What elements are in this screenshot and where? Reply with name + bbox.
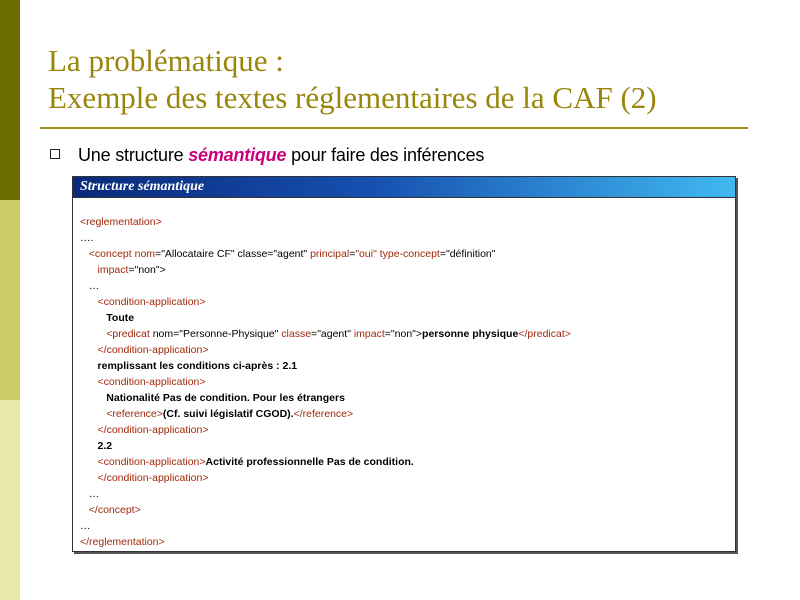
code-line: Toute: [106, 312, 135, 324]
code-line: remplissant les conditions ci-après : 2.1: [97, 360, 298, 372]
code-line: </condition-application>: [97, 424, 209, 436]
side-bar-light: [0, 400, 20, 600]
code-line: <predicat nom="Personne-Physique" classe="agent" impact="non">personne physique</predicat>: [106, 328, 571, 340]
bullet-text: [78, 145, 484, 166]
slide-title: [48, 42, 657, 116]
bullet-text-before: Une structure: [78, 145, 189, 165]
code-line: <reglementation>: [80, 216, 162, 228]
semantic-structure-panel: [72, 176, 736, 552]
code-line: …: [88, 488, 100, 500]
code-line: <reference>(Cf. suivi législatif CGOD).</reference>: [106, 408, 354, 420]
xml-code-block: [73, 198, 735, 550]
bullet-text-after: pour faire des inférences: [286, 145, 485, 165]
bullet-square-icon: [50, 149, 60, 159]
code-line: <condition-application>: [97, 296, 206, 308]
code-line: </condition-application>: [97, 472, 209, 484]
code-line: </condition-application>: [97, 344, 209, 356]
title-underline: [40, 127, 748, 129]
slide-title-line-2: Exemple des textes réglementaires de la CAF (2): [48, 80, 657, 115]
code-line: …: [80, 520, 91, 532]
code-line: impact="non">: [97, 264, 166, 276]
slide-title-line-1: La problématique :: [48, 43, 284, 78]
bullet-emphasis: sémantique: [188, 145, 287, 165]
code-line: </concept>: [88, 504, 141, 516]
code-line: <condition-application>: [97, 376, 206, 388]
code-line: ….: [80, 232, 94, 244]
code-line: Nationalité Pas de condition. Pour les étrangers: [106, 392, 345, 404]
code-line: <concept nom="Allocataire CF" classe="agent" principal="oui" type-concept="définition": [88, 248, 496, 260]
code-line: 2.2: [97, 440, 113, 452]
side-bar-mid: [0, 200, 20, 400]
panel-title: Structure sémantique: [73, 177, 735, 198]
side-bar-dark: [0, 0, 20, 200]
code-line: <condition-application>Activité professionnelle Pas de condition.: [97, 456, 414, 468]
code-line: </reglementation>: [80, 536, 165, 548]
code-line: …: [88, 280, 100, 292]
